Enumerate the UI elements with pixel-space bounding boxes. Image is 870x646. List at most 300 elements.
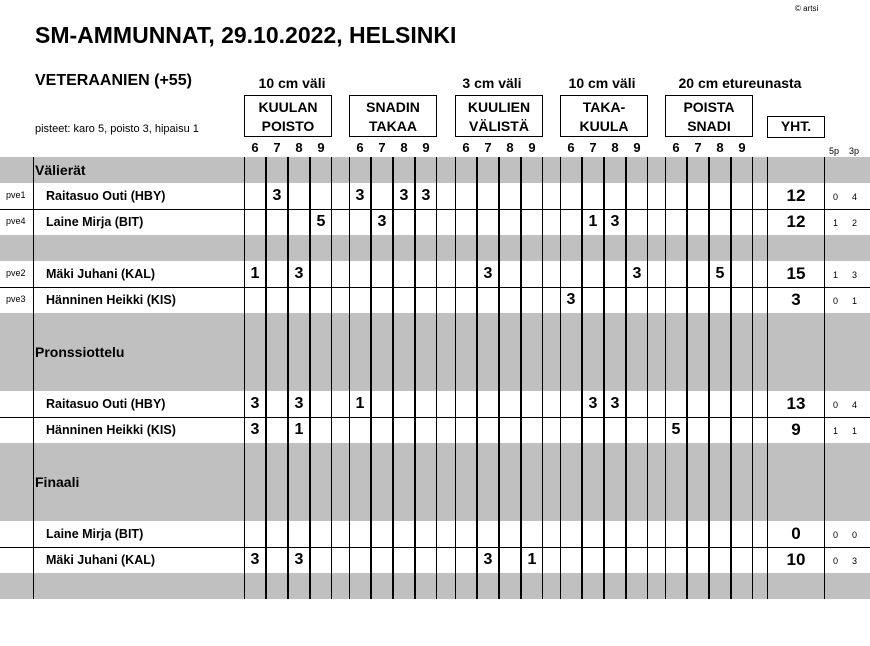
total-cell [767, 469, 825, 495]
category-subtitle: VETERAANIEN (+55) [35, 72, 192, 89]
score-cell [626, 339, 648, 365]
score-cell [687, 495, 709, 521]
score-cell [455, 443, 477, 469]
score-cell: 3 [266, 183, 288, 209]
score-cell [582, 313, 604, 339]
score-cell [521, 157, 543, 183]
score-cell: 1 [521, 547, 543, 573]
score-cell [477, 573, 499, 599]
score-cell [709, 547, 731, 573]
score-cell [687, 547, 709, 573]
score-cell [477, 443, 499, 469]
score-cell [709, 443, 731, 469]
score-cell: 3 [349, 183, 371, 209]
score-cell [477, 391, 499, 417]
score-cell [266, 443, 288, 469]
score-cell [709, 157, 731, 183]
category-header [244, 95, 332, 137]
score-cell [560, 443, 582, 469]
score-cell [560, 339, 582, 365]
player-name: Laine Mirja (BIT) [46, 527, 144, 541]
score-cell [415, 417, 437, 443]
score-cell [626, 365, 648, 391]
score-cell [582, 183, 604, 209]
score-cell [665, 287, 687, 313]
p5-count: 0 [833, 192, 839, 202]
separator-row [0, 573, 870, 599]
score-cell [310, 443, 332, 469]
score-cell [310, 495, 332, 521]
score-cell [499, 209, 521, 235]
name-cell [33, 313, 223, 339]
score-cell [560, 183, 582, 209]
player-row [0, 417, 870, 444]
score-cell [244, 521, 266, 547]
score-cell [560, 365, 582, 391]
distance-sub-label: 9 [528, 140, 536, 155]
score-cell [288, 521, 310, 547]
score-cell [371, 521, 393, 547]
score-cell [687, 235, 709, 261]
category-line: SNADI [687, 118, 731, 134]
total-header: YHT. [767, 116, 825, 138]
player-row [0, 287, 870, 314]
score-cell [288, 313, 310, 339]
score-cell: 3 [626, 261, 648, 287]
score-cell [582, 157, 604, 183]
score-cell [560, 157, 582, 183]
distance-sub-label: 6 [462, 140, 470, 155]
score-cell [604, 573, 626, 599]
score-cell [687, 183, 709, 209]
total-score: 12 [767, 183, 825, 209]
player-name: Raitasuo Outi (HBY) [46, 189, 166, 203]
score-cell [582, 495, 604, 521]
score-cell [393, 339, 415, 365]
score-cell [499, 339, 521, 365]
distance-label: 10 cm väli [568, 75, 636, 91]
score-cell [499, 287, 521, 313]
total-score: 15 [767, 261, 825, 287]
score-cell [415, 209, 437, 235]
score-cell [349, 521, 371, 547]
score-cell [266, 547, 288, 573]
score-cell [731, 521, 753, 547]
score-cell [560, 495, 582, 521]
score-cell [499, 261, 521, 287]
score-cell [731, 365, 753, 391]
score-cell [731, 339, 753, 365]
score-cell [709, 235, 731, 261]
section-header-row [0, 469, 870, 495]
score-cell [310, 235, 332, 261]
score-cell [455, 365, 477, 391]
score-cell [687, 521, 709, 547]
score-cell [560, 573, 582, 599]
score-cell [626, 287, 648, 313]
name-cell [33, 573, 223, 599]
score-cell [244, 339, 266, 365]
score-cell [687, 365, 709, 391]
score-cell [665, 521, 687, 547]
distance-sub-label: 9 [633, 140, 641, 155]
score-cell [604, 417, 626, 443]
score-cell [244, 157, 266, 183]
score-cell [288, 339, 310, 365]
score-cell [521, 183, 543, 209]
category-header [455, 95, 543, 137]
score-cell [499, 391, 521, 417]
category-line: KUULA [579, 118, 629, 134]
score-cell [499, 235, 521, 261]
score-cell [582, 261, 604, 287]
score-cell [560, 261, 582, 287]
match-code: pve3 [6, 294, 26, 304]
score-cell [626, 495, 648, 521]
score-cell [455, 495, 477, 521]
score-cell [393, 417, 415, 443]
score-cell [288, 469, 310, 495]
score-cell [731, 261, 753, 287]
score-cell [687, 339, 709, 365]
score-cell [560, 209, 582, 235]
score-cell [604, 183, 626, 209]
score-cell [244, 235, 266, 261]
score-cell [731, 313, 753, 339]
score-cell [582, 339, 604, 365]
score-cell [244, 443, 266, 469]
category-line: POISTO [261, 118, 315, 134]
score-cell [499, 547, 521, 573]
score-cell [709, 287, 731, 313]
score-cell [415, 495, 437, 521]
score-cell [266, 469, 288, 495]
score-cell [393, 287, 415, 313]
score-cell [393, 313, 415, 339]
player-name: Mäki Juhani (KAL) [46, 553, 156, 567]
score-cell [288, 157, 310, 183]
distance-sub-label: 9 [422, 140, 430, 155]
score-cell [582, 365, 604, 391]
score-cell [349, 313, 371, 339]
score-cell [521, 235, 543, 261]
score-cell [371, 235, 393, 261]
score-cell: 5 [310, 209, 332, 235]
score-cell [415, 157, 437, 183]
score-cell [415, 261, 437, 287]
score-cell [665, 157, 687, 183]
score-cell [521, 313, 543, 339]
score-cell: 3 [244, 391, 266, 417]
score-cell [665, 235, 687, 261]
score-cell [521, 391, 543, 417]
score-cell [521, 521, 543, 547]
p5-count: 1 [833, 426, 839, 436]
p3-count: 0 [852, 530, 858, 540]
score-cell [731, 495, 753, 521]
score-cell [415, 365, 437, 391]
score-cell: 3 [288, 261, 310, 287]
score-cell [521, 209, 543, 235]
score-cell [499, 443, 521, 469]
score-cell: 3 [371, 209, 393, 235]
score-cell: 3 [393, 183, 415, 209]
score-cell [393, 157, 415, 183]
score-cell: 5 [709, 261, 731, 287]
distance-sub-label: 9 [738, 140, 746, 155]
score-cell [709, 365, 731, 391]
score-cell [455, 235, 477, 261]
score-cell [665, 313, 687, 339]
total-score: 10 [767, 547, 825, 573]
score-cell [310, 547, 332, 573]
score-cell [349, 547, 371, 573]
distance-sub-label: 8 [716, 140, 724, 155]
category-header [665, 95, 753, 137]
category-header [349, 95, 437, 137]
score-cell [288, 287, 310, 313]
score-cell [731, 547, 753, 573]
total-cell [767, 573, 825, 599]
distance-label: 10 cm väli [258, 75, 326, 91]
score-cell [288, 495, 310, 521]
score-cell [499, 417, 521, 443]
score-cell [687, 573, 709, 599]
score-cell: 3 [288, 547, 310, 573]
category-header [560, 95, 648, 137]
score-cell [582, 287, 604, 313]
score-cell [709, 521, 731, 547]
score-cell [393, 547, 415, 573]
section-title: Finaali [35, 474, 80, 490]
total-score: 12 [767, 209, 825, 235]
score-cell [349, 443, 371, 469]
score-cell [604, 313, 626, 339]
total-cell [767, 495, 825, 521]
match-code: pve4 [6, 216, 26, 226]
score-cell [560, 469, 582, 495]
score-cell [371, 495, 393, 521]
score-cell [521, 339, 543, 365]
score-cell [455, 521, 477, 547]
score-cell [371, 365, 393, 391]
separator-row [0, 495, 870, 521]
score-cell [310, 391, 332, 417]
score-cell [310, 261, 332, 287]
score-cell [349, 157, 371, 183]
score-cell [709, 339, 731, 365]
score-cell [665, 183, 687, 209]
score-cell [709, 469, 731, 495]
score-cell [266, 157, 288, 183]
score-cell [665, 365, 687, 391]
score-cell [499, 313, 521, 339]
score-cell [455, 547, 477, 573]
p5-count: 0 [833, 296, 839, 306]
score-cell [521, 495, 543, 521]
score-cell [455, 391, 477, 417]
p3-count: 4 [852, 400, 858, 410]
player-row [0, 261, 870, 288]
score-cell [582, 235, 604, 261]
score-cell [393, 573, 415, 599]
score-cell [393, 469, 415, 495]
score-cell [521, 365, 543, 391]
score-cell [310, 313, 332, 339]
score-cell [371, 417, 393, 443]
distance-label: 20 cm etureunasta [678, 75, 802, 91]
total-score: 0 [767, 521, 825, 547]
score-cell [288, 183, 310, 209]
p3-count: 1 [852, 296, 858, 306]
score-cell [371, 391, 393, 417]
score-cell [477, 521, 499, 547]
score-cell [582, 547, 604, 573]
player-row [0, 183, 870, 210]
score-cell [626, 157, 648, 183]
score-cell [310, 287, 332, 313]
score-cell [604, 157, 626, 183]
score-cell: 1 [288, 417, 310, 443]
score-cell [415, 547, 437, 573]
score-cell [560, 313, 582, 339]
p5-count: 0 [833, 400, 839, 410]
name-cell [33, 495, 223, 521]
score-cell [455, 313, 477, 339]
match-code: pve1 [6, 190, 26, 200]
score-cell [626, 313, 648, 339]
score-cell [371, 287, 393, 313]
total-cell [767, 235, 825, 261]
score-cell [687, 287, 709, 313]
copyright-text: © artsi [795, 4, 819, 13]
match-code: pve2 [6, 268, 26, 278]
score-cell [244, 495, 266, 521]
score-cell [665, 261, 687, 287]
score-cell [349, 287, 371, 313]
distance-sub-label: 7 [589, 140, 597, 155]
distance-sub-label: 6 [567, 140, 575, 155]
score-cell [455, 261, 477, 287]
score-cell [415, 469, 437, 495]
player-name: Hänninen Heikki (KIS) [46, 293, 176, 307]
score-cell [349, 339, 371, 365]
score-cell [349, 573, 371, 599]
score-cell [266, 209, 288, 235]
player-name: Mäki Juhani (KAL) [46, 267, 156, 281]
score-cell [371, 469, 393, 495]
total-cell [767, 157, 825, 183]
distance-sub-label: 8 [506, 140, 514, 155]
score-cell [626, 547, 648, 573]
score-cell [393, 391, 415, 417]
score-cell [665, 339, 687, 365]
score-cell: 3 [288, 391, 310, 417]
score-cell [626, 235, 648, 261]
score-cell [244, 287, 266, 313]
score-cell [393, 495, 415, 521]
score-cell [455, 183, 477, 209]
score-cell [731, 417, 753, 443]
score-cell [310, 339, 332, 365]
score-cell [266, 313, 288, 339]
player-row [0, 209, 870, 236]
score-cell [310, 183, 332, 209]
score-cell: 3 [415, 183, 437, 209]
score-cell [477, 365, 499, 391]
total-cell [767, 339, 825, 365]
total-score: 3 [767, 287, 825, 313]
score-cell [244, 183, 266, 209]
score-cell [709, 183, 731, 209]
score-cell [521, 287, 543, 313]
distance-sub-label: 8 [611, 140, 619, 155]
score-cell [499, 157, 521, 183]
distance-sub-label: 7 [378, 140, 386, 155]
score-cell [477, 469, 499, 495]
score-cell [266, 261, 288, 287]
score-cell [687, 469, 709, 495]
score-cell [499, 365, 521, 391]
score-cell [477, 313, 499, 339]
score-cell [393, 261, 415, 287]
score-cell [371, 261, 393, 287]
player-name: Laine Mirja (BIT) [46, 215, 144, 229]
score-cell [266, 287, 288, 313]
p5-count: 0 [833, 530, 839, 540]
score-cell [604, 547, 626, 573]
score-cell: 3 [582, 391, 604, 417]
score-cell [560, 235, 582, 261]
score-cell: 3 [477, 261, 499, 287]
score-cell [477, 417, 499, 443]
score-cell [455, 339, 477, 365]
p3-header: 3p [849, 146, 860, 156]
score-cell [731, 391, 753, 417]
score-cell [731, 157, 753, 183]
score-cell [393, 521, 415, 547]
score-cell [626, 521, 648, 547]
score-cell [244, 573, 266, 599]
category-line: KUULIEN [467, 99, 531, 115]
score-cell [415, 235, 437, 261]
score-cell [477, 157, 499, 183]
distance-sub-label: 8 [295, 140, 303, 155]
score-cell: 3 [244, 547, 266, 573]
score-cell [371, 183, 393, 209]
separator-row [0, 313, 870, 339]
total-score: 9 [767, 417, 825, 443]
score-cell [266, 417, 288, 443]
p5-count: 1 [833, 218, 839, 228]
score-cell [709, 313, 731, 339]
p5-header: 5p [829, 146, 840, 156]
score-cell [604, 469, 626, 495]
name-cell [33, 443, 223, 469]
score-cell [582, 469, 604, 495]
score-cell [415, 443, 437, 469]
section-title: Välierät [35, 162, 86, 178]
score-cell [310, 521, 332, 547]
score-cell [626, 573, 648, 599]
score-cell [477, 339, 499, 365]
score-cell: 3 [477, 547, 499, 573]
score-cell [288, 573, 310, 599]
score-cell [709, 391, 731, 417]
distance-sub-label: 9 [317, 140, 325, 155]
score-cell: 1 [582, 209, 604, 235]
distance-sub-label: 7 [484, 140, 492, 155]
